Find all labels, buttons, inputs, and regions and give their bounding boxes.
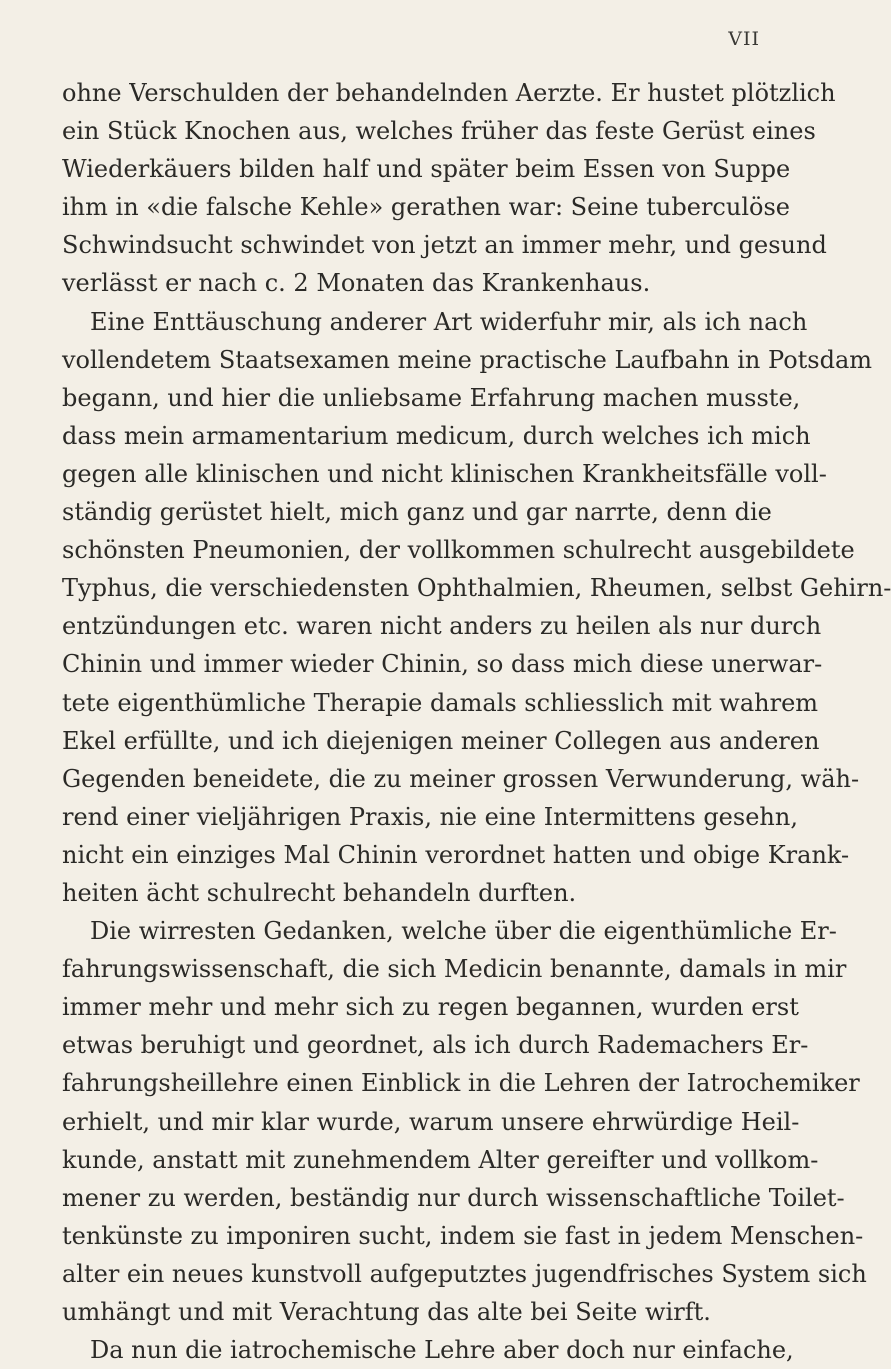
text-line: ihm in «die falsche Kehle» gerathen war: Seine tuberculöse	[62, 193, 790, 222]
text-line: nicht ein einziges Mal Chinin verordnet hatten und obige Krank-	[62, 840, 850, 869]
text-line: alter ein neues kunstvoll aufgeputztes jugendfrisches System sich	[62, 1259, 867, 1288]
text-line: Ekel erfüllte, und ich diejenigen meiner Collegen aus anderen	[62, 726, 820, 755]
text-line: gegen alle klinischen und nicht klinischen Krankheitsfälle voll-	[62, 459, 827, 488]
text-line: Chinin und immer wieder Chinin, so dass mich diese unerwar-	[62, 650, 823, 679]
text-line: Schwindsucht schwindet von jetzt an immer mehr, und gesund	[62, 231, 827, 260]
text-line: fahrungswissenschaft, die sich Medicin benannte, damals in mir	[62, 955, 847, 984]
text-line: schönsten Pneumonien, der vollkommen schulrecht ausgebildete	[62, 536, 855, 565]
text-line: umhängt und mit Verachtung das alte bei Seite wirft.	[62, 1298, 711, 1326]
text-line: vollendetem Staatsexamen meine practische Laufbahn in Potsdam	[62, 345, 873, 374]
text-line: heiten ächt schulrecht behandeln durften.	[62, 878, 577, 907]
text-line: fahrungsheillehre einen Einblick in die Lehren der Iatrochemiker	[62, 1069, 860, 1098]
text-line: begann, und hier die unliebsame Erfahrung machen musste,	[62, 383, 801, 412]
text-line: rend einer vieljährigen Praxis, nie eine Intermittens gesehn,	[62, 802, 798, 831]
text-line: ständig gerüstet hielt, mich ganz und gar narrte, denn die	[62, 498, 772, 527]
text-line: Die wirresten Gedanken, welche über die eigenthümliche Er-	[90, 917, 837, 946]
text-line: etwas beruhigt und geordnet, als ich durch Rademachers Er-	[62, 1031, 809, 1060]
page-number: VII	[728, 28, 760, 50]
text-line: Eine Enttäuschung anderer Art widerfuhr mir, als ich nach	[90, 307, 808, 336]
text-line: Da nun die iatrochemische Lehre aber doch nur einfache,	[90, 1336, 794, 1365]
text-line: ohne Verschulden der behandelnden Aerzte. Er hustet plötzlich	[62, 79, 836, 107]
text-line: Typhus, die verschiedensten Ophthalmien, Rheumen, selbst Gehirn-	[62, 574, 891, 603]
text-line: tenkünste zu imponiren sucht, indem sie fast in jedem Menschen-	[62, 1221, 864, 1250]
text-line: Gegenden beneidete, die zu meiner grossen Verwunderung, wäh-	[62, 764, 860, 793]
text-line: kunde, anstatt mit zunehmendem Alter gereifter und vollkom-	[62, 1145, 819, 1174]
text-line: Wiederkäuers bilden half und später beim Essen von Suppe	[62, 155, 791, 184]
text-line: tete eigenthümliche Therapie damals schliesslich mit wahrem	[62, 688, 819, 717]
text-line: ein Stück Knochen aus, welches früher das feste Gerüst eines	[62, 117, 816, 146]
text-line: mener zu werden, beständig nur durch wissenschaftliche Toilet-	[62, 1183, 845, 1212]
body-text	[62, 74, 891, 1369]
text-line: erhielt, und mir klar wurde, warum unsere ehrwürdige Heil-	[62, 1107, 800, 1136]
text-line: dass mein armamentarium medicum, durch welches ich mich	[62, 421, 811, 450]
text-line: immer mehr und mehr sich zu regen begannen, wurden erst	[62, 993, 799, 1022]
text-line: entzündungen etc. waren nicht anders zu heilen als nur durch	[62, 612, 822, 641]
text-line: verlässt er nach c. 2 Monaten das Krankenhaus.	[62, 269, 651, 298]
